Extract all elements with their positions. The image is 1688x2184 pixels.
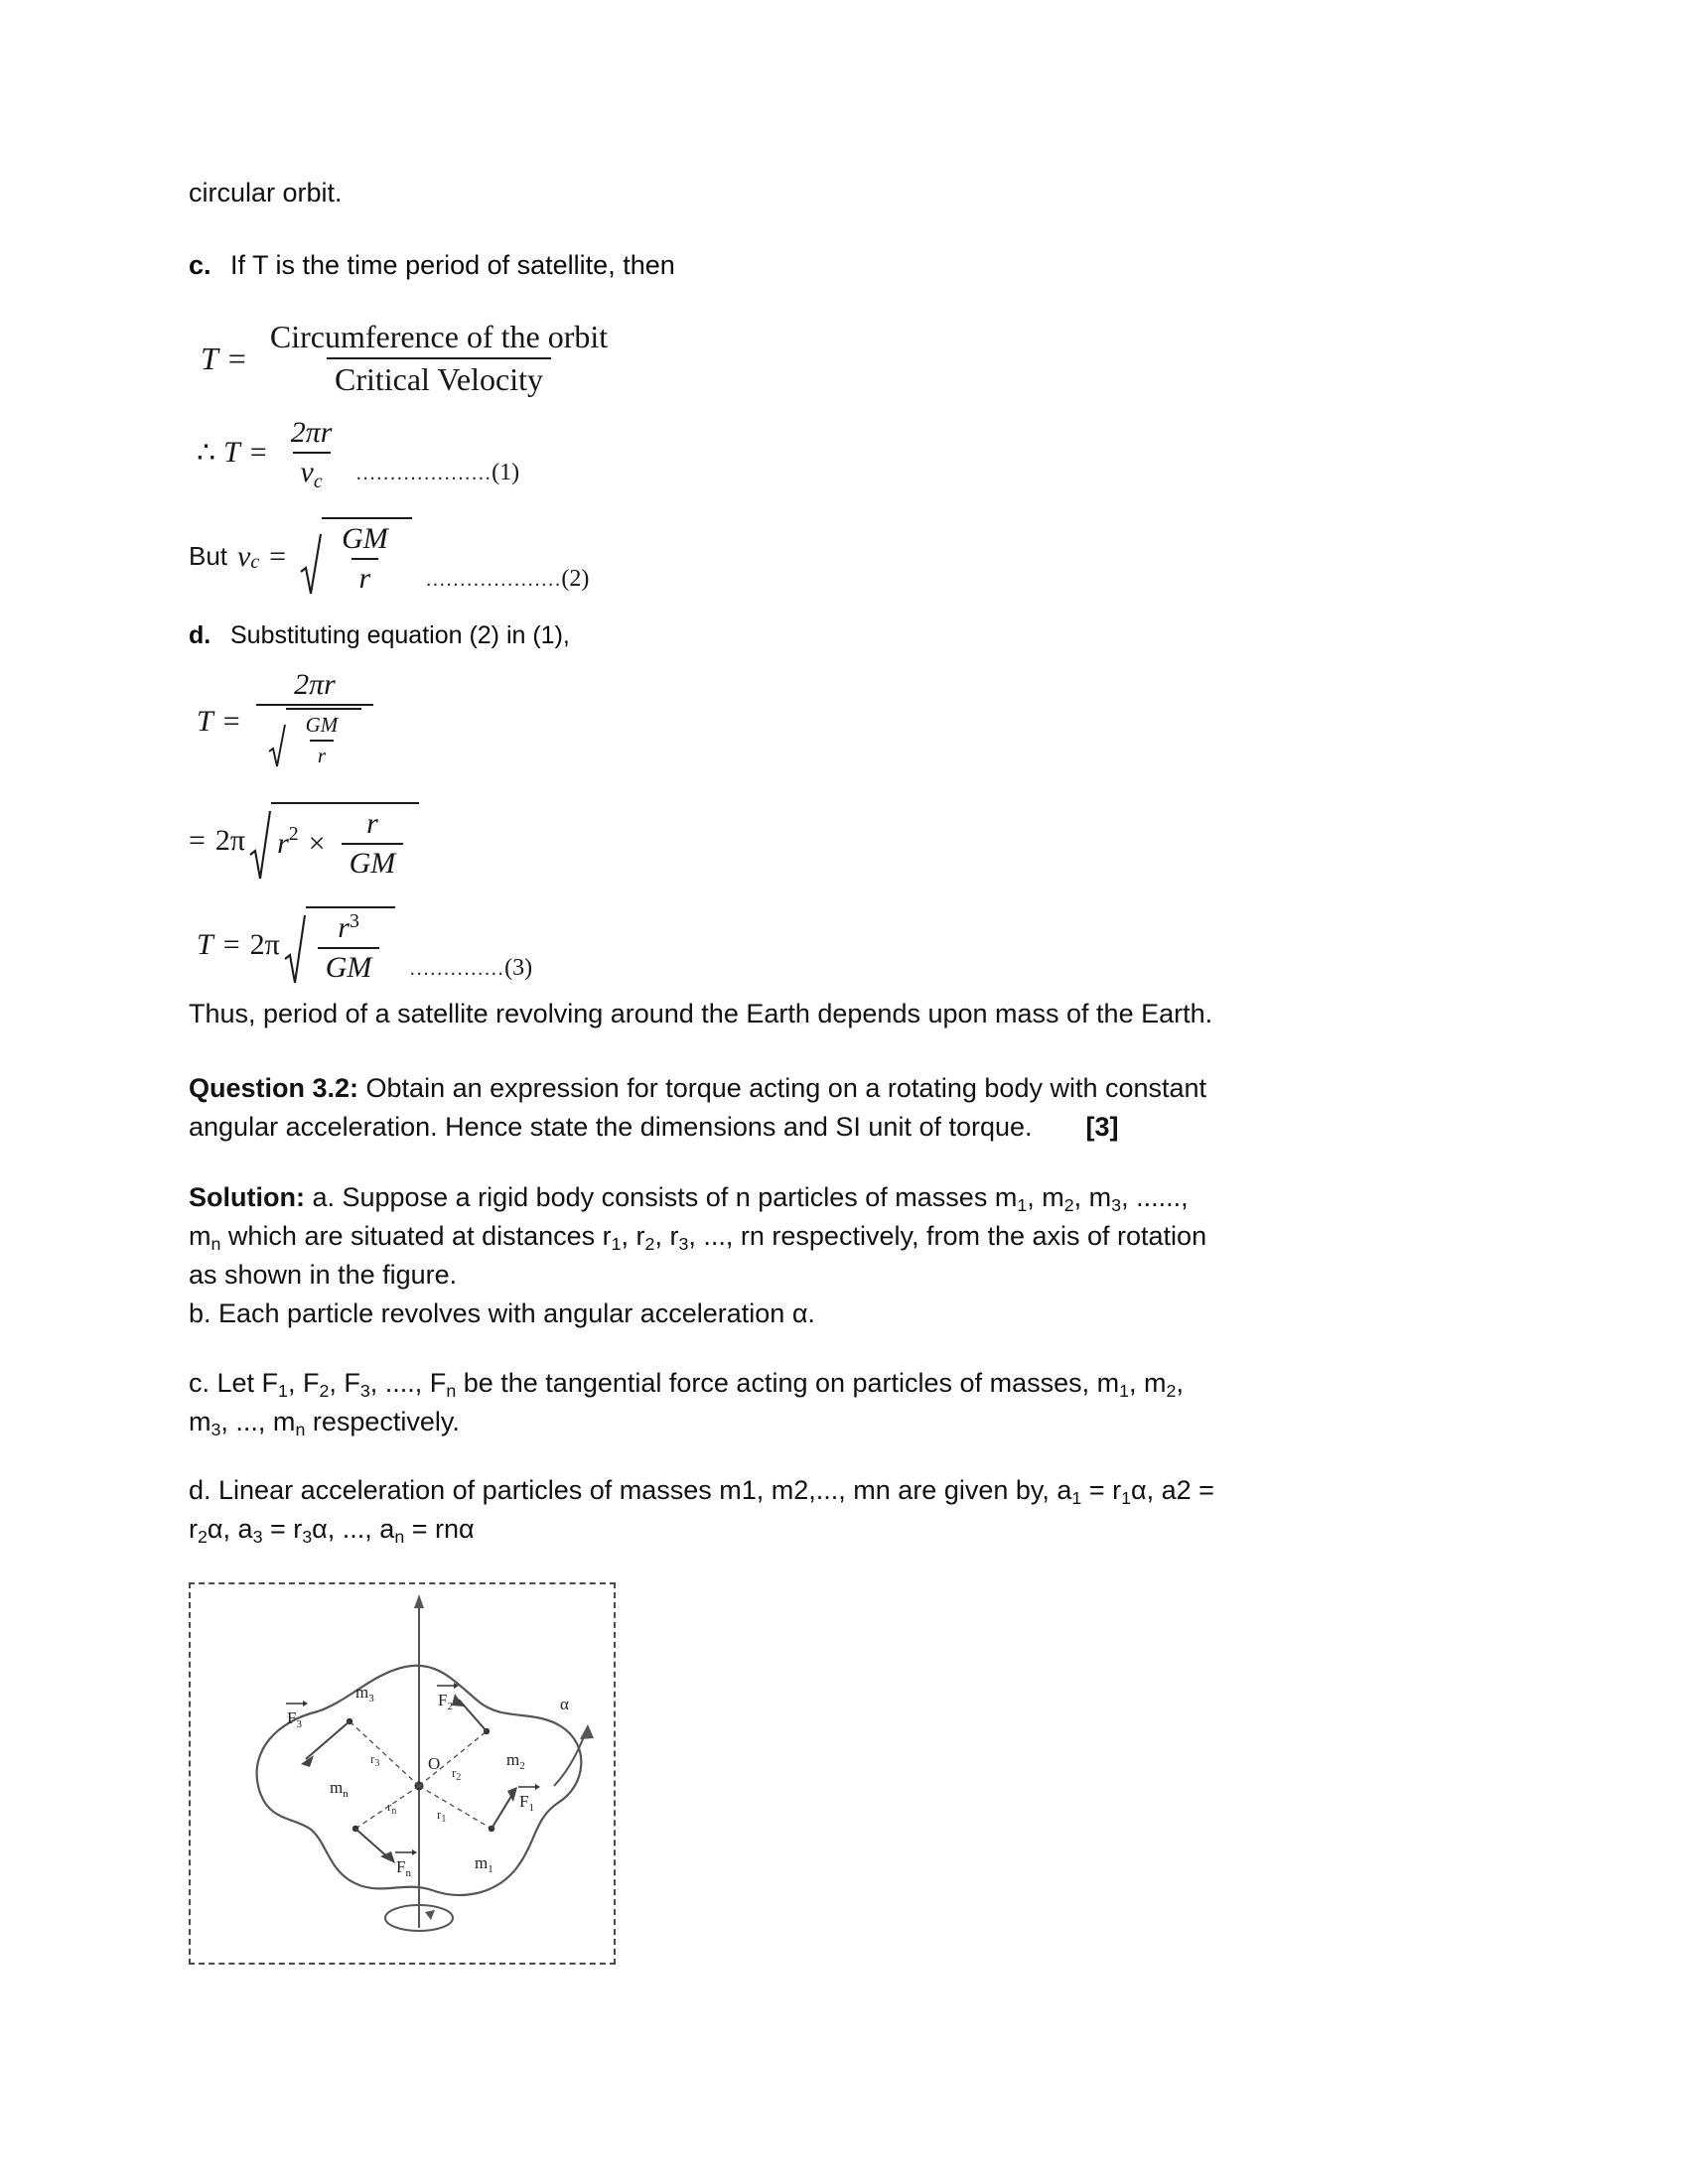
- solution-d2-part2: α, a: [207, 1513, 253, 1544]
- eq5-times-icon: ×: [308, 826, 326, 860]
- eq5-sqrt: [249, 802, 419, 881]
- angular-acceleration-arrowhead: [580, 1724, 594, 1739]
- eq4-inner-fraction: [298, 713, 347, 768]
- solution-c-part1: c. Let F: [189, 1367, 279, 1398]
- rigid-body-figure: [189, 1582, 616, 1965]
- solution-d2-sub4: n: [394, 1526, 405, 1547]
- rotation-arrowhead-icon: [425, 1910, 435, 1920]
- solution-d2-part5: = rnα: [404, 1513, 475, 1544]
- list-text-c: If T is the time period of satellite, then: [230, 250, 675, 281]
- eq2-den-base: v: [300, 456, 314, 489]
- eq6-num-base: r: [338, 910, 350, 944]
- eq2-lhs: T: [223, 436, 240, 470]
- radical-sign-icon: [300, 517, 322, 596]
- eq3-leader: ....................: [425, 568, 562, 592]
- solution-block-a: [189, 1178, 1450, 1334]
- alpha-label: α: [560, 1695, 569, 1714]
- eq5-r-exponent: 2: [288, 822, 299, 845]
- solution-line-d1: [189, 1471, 1450, 1510]
- question-block: [189, 1069, 1450, 1147]
- eq3-radicand-den: r: [352, 558, 379, 596]
- vector-bar-arrow-F3: [303, 1701, 308, 1706]
- eq3-radicand: [322, 517, 412, 596]
- solution-block-d: [189, 1471, 1450, 1549]
- solution-c2-part3: respectively.: [305, 1406, 460, 1436]
- eq1-denominator: Critical Velocity: [327, 357, 551, 398]
- radius-lines: [350, 1721, 492, 1829]
- intro-text: circular orbit.: [189, 178, 343, 207]
- eq6-equals: =: [222, 928, 240, 962]
- eq1-equals: =: [227, 340, 246, 376]
- solution-c2-part1: m: [189, 1406, 211, 1436]
- eq5-frac-num: r: [366, 806, 378, 840]
- solution-label: Solution:: [189, 1181, 305, 1212]
- solution-d-sub1: 1: [1071, 1487, 1082, 1508]
- solution-d2-part4: α, ..., a: [312, 1513, 395, 1544]
- eq2-equals: =: [249, 436, 267, 470]
- force-arrow-F1: [492, 1793, 513, 1829]
- list-text-d: Substituting equation (2) in (1),: [230, 621, 570, 650]
- question-line1-rest: Obtain an expression for torque acting on a rotating body with constant: [358, 1072, 1207, 1103]
- list-item-c: [189, 246, 1450, 285]
- eq3-sqrt: [300, 517, 412, 596]
- origin-label: O: [428, 1754, 441, 1774]
- solution-c-sub4: n: [446, 1380, 457, 1401]
- mass-label-m2: $m_2$: [506, 1750, 525, 1773]
- force-label-F3: $F_3$: [287, 1708, 302, 1731]
- radius-label-r1: $r_1$: [437, 1807, 447, 1826]
- solution-a2-msub: n: [211, 1234, 221, 1255]
- solution-d-part3: α, a2 =: [1131, 1474, 1214, 1505]
- equation-1: [197, 416, 1450, 492]
- solution-a2-rest2: , r: [621, 1221, 645, 1252]
- eq2-numerator: 2πr: [290, 416, 333, 450]
- question-label: Question 3.2:: [189, 1072, 359, 1103]
- intro-paragraph: [189, 174, 1450, 212]
- solution-a2-sub1: 1: [611, 1234, 622, 1255]
- axis-arrowhead-icon: [414, 1594, 424, 1608]
- mass-label-m1: $m_1$: [475, 1853, 493, 1876]
- equation-period-definition: [201, 319, 1450, 398]
- eq3-prefix: But: [189, 541, 228, 572]
- solution-d2-part3: = r: [262, 1513, 303, 1544]
- solution-block-c: [189, 1364, 1450, 1441]
- solution-a-part3: , m: [1073, 1181, 1112, 1212]
- solution-c-part3: , F: [329, 1367, 360, 1398]
- eq6-fraction: [318, 911, 380, 985]
- eq2-number: (1): [492, 460, 520, 486]
- solution-a2-sub2: 2: [644, 1234, 655, 1255]
- eq4-fraction: [256, 668, 374, 776]
- radius-line-r1: [419, 1786, 492, 1829]
- solution-c-sub3: 3: [359, 1380, 370, 1401]
- radical-sign-icon: [284, 906, 306, 985]
- eq6-den: GM: [318, 947, 380, 985]
- eq3-lhs-sub: c: [250, 550, 260, 573]
- eq1-numerator: Circumference of the orbit: [269, 319, 609, 355]
- solution-a-sub2: 2: [1063, 1194, 1074, 1215]
- mass-label-m3: $m_3$: [355, 1683, 374, 1706]
- solution-line-a3: as shown in the figure.: [189, 1260, 458, 1291]
- eq1-fraction: [262, 319, 616, 398]
- force-label-F2: $F_2$: [438, 1691, 453, 1713]
- solution-a-part2: , m: [1027, 1181, 1064, 1212]
- solution-line-d2: [189, 1510, 1450, 1549]
- solution-a-part1: a. Suppose a rigid body consists of n particles of masses m: [304, 1181, 1018, 1212]
- solution-c-part5: be the tangential force acting on particles of masses, m: [456, 1367, 1120, 1398]
- eq4-radicand: [286, 708, 362, 768]
- eq5-radicand: [271, 802, 419, 881]
- radical-sign-icon: [249, 802, 271, 881]
- radius-label-rn: $r_n$: [387, 1799, 397, 1818]
- solution-c-sub1: 1: [278, 1380, 288, 1401]
- conclusion-text: Thus, period of a satellite revolving around the Earth depends upon mass of the Earth.: [189, 998, 1213, 1028]
- eq6-coefficient: 2π: [249, 928, 280, 962]
- eq5-r-base: r: [277, 826, 289, 860]
- eq3-fraction: [334, 522, 396, 596]
- solution-d2-sub1: 2: [198, 1526, 208, 1547]
- eq5-equals: =: [189, 824, 206, 858]
- solution-line-b: b. Each particle revolves with angular acceleration α.: [189, 1298, 815, 1329]
- solution-a-part4: , ......,: [1121, 1181, 1189, 1212]
- eq5-coefficient: 2π: [214, 824, 246, 858]
- eq4-radicand-num: GM: [305, 712, 339, 737]
- question-line-1: [189, 1069, 1450, 1108]
- solution-c-comma: ,: [1176, 1367, 1184, 1398]
- solution-c2-sub1: 3: [211, 1419, 221, 1439]
- eq6-radicand: [306, 906, 396, 985]
- question-line-2: [189, 1108, 1450, 1147]
- question-marks: [3]: [1085, 1111, 1119, 1142]
- eq2-leader: ....................: [355, 462, 492, 485]
- solution-d-part2: = r: [1081, 1474, 1122, 1505]
- solution-line-a2: [189, 1217, 1450, 1256]
- eq2-fraction: [283, 416, 341, 492]
- solution-a2-m: m: [189, 1221, 211, 1252]
- eq2-therefore: ∴: [197, 436, 216, 470]
- eq3-radicand-num: GM: [342, 522, 388, 556]
- solution-d-part1: d. Linear acceleration of particles of masses m1, m2,..., mn are given by, a: [189, 1474, 1072, 1505]
- eq6-sqrt: [284, 906, 396, 985]
- solution-a-sub3: 3: [1111, 1194, 1122, 1215]
- solution-line-c2: [189, 1403, 1450, 1441]
- equation-2: [189, 517, 1450, 596]
- force-arrowhead-F2: [452, 1694, 464, 1706]
- force-label-F1: $F_1$: [519, 1792, 534, 1815]
- solution-line-a1: [189, 1178, 1450, 1217]
- eq4-denominator: [256, 704, 374, 776]
- solution-d2-sub2: 3: [252, 1526, 263, 1547]
- solution-a2-rest4: , ..., rn respectively, from the axis of rotation: [688, 1221, 1207, 1252]
- eq3-equals: =: [269, 539, 287, 573]
- eq6-lhs: T: [197, 928, 213, 962]
- eq3-number: (2): [561, 566, 590, 593]
- equation-expanded: [189, 802, 1450, 881]
- force-arrow-Fn: [355, 1829, 389, 1858]
- vector-bar-arrow-Fn: [412, 1849, 417, 1855]
- radius-label-r2: $r_2$: [452, 1765, 462, 1784]
- solution-a2-rest3: , r: [654, 1221, 679, 1252]
- force-label-Fn: $F_n$: [396, 1857, 411, 1880]
- eq4-radicand-den: r: [310, 740, 334, 768]
- list-item-d: [189, 617, 1450, 653]
- solution-d2-sub3: 3: [302, 1526, 313, 1547]
- solution-c-sub5: 1: [1119, 1380, 1130, 1401]
- solution-c2-sub2: n: [295, 1419, 306, 1439]
- solution-c-sub2: 2: [319, 1380, 330, 1401]
- eq6-num: [330, 911, 367, 947]
- solution-a2-rest1: which are situated at distances r: [220, 1221, 612, 1252]
- figure-drawing: [189, 1582, 616, 1965]
- eq5-frac-den: GM: [342, 843, 404, 881]
- eq4-lhs: T: [197, 705, 213, 739]
- list-marker-c: c.: [189, 250, 211, 281]
- vector-bar-arrow-F1: [535, 1784, 540, 1790]
- eq5-fraction: [342, 807, 404, 881]
- list-marker-d: d.: [189, 621, 211, 650]
- solution-d-sub2: 1: [1121, 1487, 1132, 1508]
- solution-d2-part1: r: [189, 1513, 198, 1544]
- eq4-sqrt: [268, 708, 362, 768]
- eq6-number: (3): [504, 954, 533, 981]
- solution-c-sub6: 2: [1166, 1380, 1177, 1401]
- page-content: [189, 174, 1450, 1965]
- solution-a-sub1: 1: [1017, 1194, 1028, 1215]
- question-line2-text: angular acceleration. Hence state the dimensions and SI unit of torque.: [189, 1111, 1033, 1142]
- force-arrow-F3: [306, 1721, 350, 1759]
- solution-a2-sub3: 3: [678, 1234, 689, 1255]
- eq2-denominator: [293, 452, 331, 492]
- eq4-numerator: 2πr: [294, 667, 336, 701]
- eq4-equals: =: [222, 705, 240, 739]
- eq1-lhs: T: [201, 340, 218, 376]
- radius-line-r3: [350, 1721, 419, 1786]
- equation-substituted: [197, 668, 1450, 776]
- radius-label-r3: $r_3$: [370, 1751, 380, 1770]
- solution-c-part2: , F: [287, 1367, 320, 1398]
- eq6-num-exponent: 3: [349, 910, 359, 933]
- mass-label-mn: $m_n$: [330, 1778, 349, 1801]
- equation-3: [197, 906, 1450, 985]
- solution-line-c1: [189, 1364, 1450, 1403]
- eq3-lhs-base: v: [237, 539, 251, 573]
- eq6-leader: ..............: [409, 956, 505, 980]
- eq2-den-sub: c: [313, 470, 323, 492]
- conclusion-paragraph: [189, 995, 1450, 1033]
- solution-c-part6: , m: [1129, 1367, 1167, 1398]
- solution-c-part4: , ...., F: [369, 1367, 447, 1398]
- solution-c2-part2: , ..., m: [220, 1406, 296, 1436]
- radical-sign-icon: [268, 708, 286, 768]
